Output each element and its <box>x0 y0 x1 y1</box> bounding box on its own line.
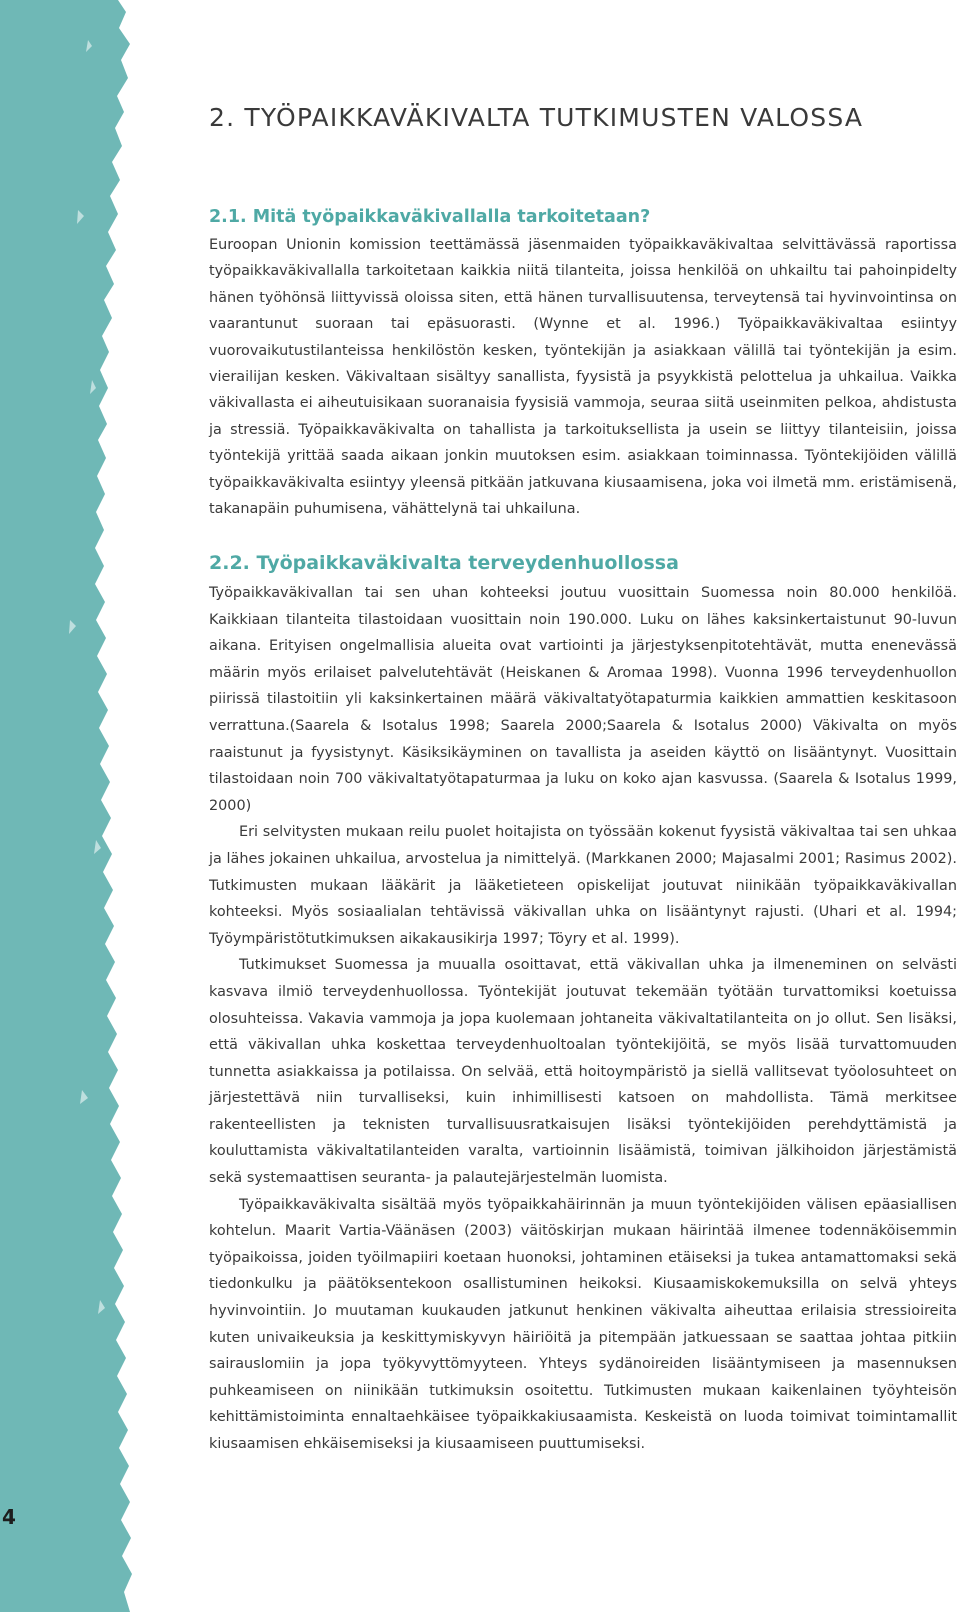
paragraph: Työpaikkaväkivalta sisältää myös työpaikkahäirinnän ja muun työntekijöiden välisen epäasiallisen kohtelun. Maarit Vartia-Väänäsen (2003) väitöskirjan mukaan häirintää ilmenee todennäköisemmin työpaikoissa, joiden työilmapiiri koetaan huonoksi, johtaminen etäiseksi ja tukea antamattomaksi sekä tiedonkulku ja päätöksentekoon osallistuminen heikoksi. Kiusaamiskokemuksilla on selvä yhteys hyvinvointiin. Jo muutaman kuukauden jatkunut henkinen väkivalta aiheuttaa erilaisia stressioireita kuten univaikeuksia ja keskittymiskyvyn häiriöitä ja pitempään jatkuessaan se saattaa johtaa pitkiin sairauslomiin ja jopa työkyvyttömyyteen. Yhteys sydänoireiden lisääntymiseen ja masennuksen puhkeamiseen on niinikään tutkimuksin osoitettu. Tutkimusten mukaan kaikenlainen työyhteisön kehittämistoiminta ennaltaehkäisee työpaikkakiusaamista. Keskeistä on luoda toimivat toimintamallit kiusaamisen ehkäisemiseksi ja kiusaamiseen puuttumiseksi. <box>209 1196 957 1452</box>
page-number: 4 <box>2 1505 16 1529</box>
section-2-2-body <box>209 580 957 1458</box>
chapter-title: 2. TYÖPAIKKAVÄKIVALTA TUTKIMUSTEN VALOSSA <box>209 103 864 132</box>
section-heading-2-1: 2.1. Mitä työpaikkaväkivallalla tarkoitetaan? <box>209 207 651 227</box>
paragraph: Eri selvitysten mukaan reilu puolet hoitajista on työssään kokenut fyysistä väkivaltaa tai sen uhkaa ja lähes jokainen uhkailua, arvostelua ja nimittelyä. (Markkanen 2000; Majasalmi 2001; Rasimus 2002). Tutkimusten mukaan lääkärit ja lääketieteen opiskelijat joutuvat niinikään työpaikkaväkivallan kohteeksi. Myös sosiaalialan tehtävissä väkivallan uhka on lisääntynyt rajusti. (Uhari et al. 1994; Työympäristötutkimuksen aikakausikirja 1997; Töyry et al. 1999). <box>209 824 957 947</box>
paragraph: Työpaikkaväkivallan tai sen uhan kohteeksi joutuu vuosittain Suomessa noin 80.000 henkilöä. Kaikkiaan tilanteita tilastoidaan vuosittain noin 190.000. Luku on lähes kaksinkertaistunut 90-luvun aikana. Erityisen ongelmallisia alueita ovat vartiointi ja järjestyksenpitotehtävät, mutta enenevässä määrin myös erilaiset palvelutehtävät (Heiskanen & Aromaa 1998). Vuonna 1996 terveydenhuollon piirissä tilastoitiin yli kaksinkertainen määrä väkivaltatyötapaturmia kaikkien ammattien keskitasoon verrattuna.(Saarela & Isotalus 1998; Saarela 2000;Saarela & Isotalus 2000) Väkivalta on myös raaistunut ja fyysistynyt. Käsiksikäyminen on tavallista ja aseiden käyttö on lisääntynyt. Vuosittain tilastoidaan noin 700 väkivaltatyötapaturmaa ja luku on koko ajan kasvussa. (Saarela & Isotalus 1999, 2000) <box>209 585 957 814</box>
decorative-side-band <box>0 0 150 1612</box>
paragraph: Tutkimukset Suomessa ja muualla osoittavat, että väkivallan uhka ja ilmeneminen on selvästi kasvava ilmiö terveydenhuollossa. Työntekijät joutuvat tekemään työtään turvattomiksi koetuissa olosuhteissa. Vakavia vammoja ja jopa kuolemaan johtaneita väkivaltatilanteita on jo ollut. Sen lisäksi, että väkivallan uhka koskettaa terveydenhuoltoalan työntekijöitä, se myös lisää turvattomuuden tunnetta asiakkaissa ja potilaissa. On selvää, että hoitoympäristö ja siellä vallitsevat työolosuhteet on järjestettävä niin turvalliseksi, kuin inhimillisesti katsoen on mahdollista. Tämä merkitsee rakenteellisten ja teknisten turvallisuusratkaisujen lisäksi työntekijöiden perehdyttämistä ja kouluttamista väkivaltatilanteiden varalta, vartioinnin lisäämistä, toimivan jälkihoidon järjestämistä sekä systemaattisen seuranta- ja palautejärjestelmän luomista. <box>209 957 957 1187</box>
section-2-1-body: Euroopan Unionin komission teettämässä jäsenmaiden työpaikkaväkivaltaa selvittävässä raportissa työpaikkaväkivallalla tarkoitetaan kaikkia niitä tilanteita, joissa henkilöä on uhkailtu tai pahoinpidelty hänen työhönsä liittyvissä oloissa siten, että hänen turvallisuutensa, terveytensä tai hyvinvointinsa on vaarantunut suoraan tai epäsuorasti. (Wynne et al. 1996.) Työpaikkaväkivaltaa esiintyy vuorovaikutustilanteissa henkilöstön kesken, työntekijän ja asiakkaan välillä tai työntekijän ja esim. vierailijan kesken. Väkivaltaan sisältyy sanallista, fyysistä ja psyykkistä pelottelua ja uhkailua. Vaikka väkivallasta ei aiheutuisikaan suoranaisia fyysisiä vammoja, seuraa siitä useinmiten pelkoa, ahdistusta ja stressiä. Työpaikkaväkivalta on tahallista ja tarkoituksellista ja usein se liittyy tilanteisiin, joissa työntekijä yrittää saada aikaan jonkin muutoksen esim. asiakkaan toiminnassa. Työntekijöiden välillä työpaikkaväkivalta esiintyy yleensä pitkään jatkuvana kiusaamisena, joka voi ilmetä mm. eristämisenä, takanapäin puhumisena, vähättelynä tai uhkailuna. <box>209 237 957 518</box>
section-heading-2-2: 2.2. Työpaikkaväkivalta terveydenhuollossa <box>209 552 679 574</box>
